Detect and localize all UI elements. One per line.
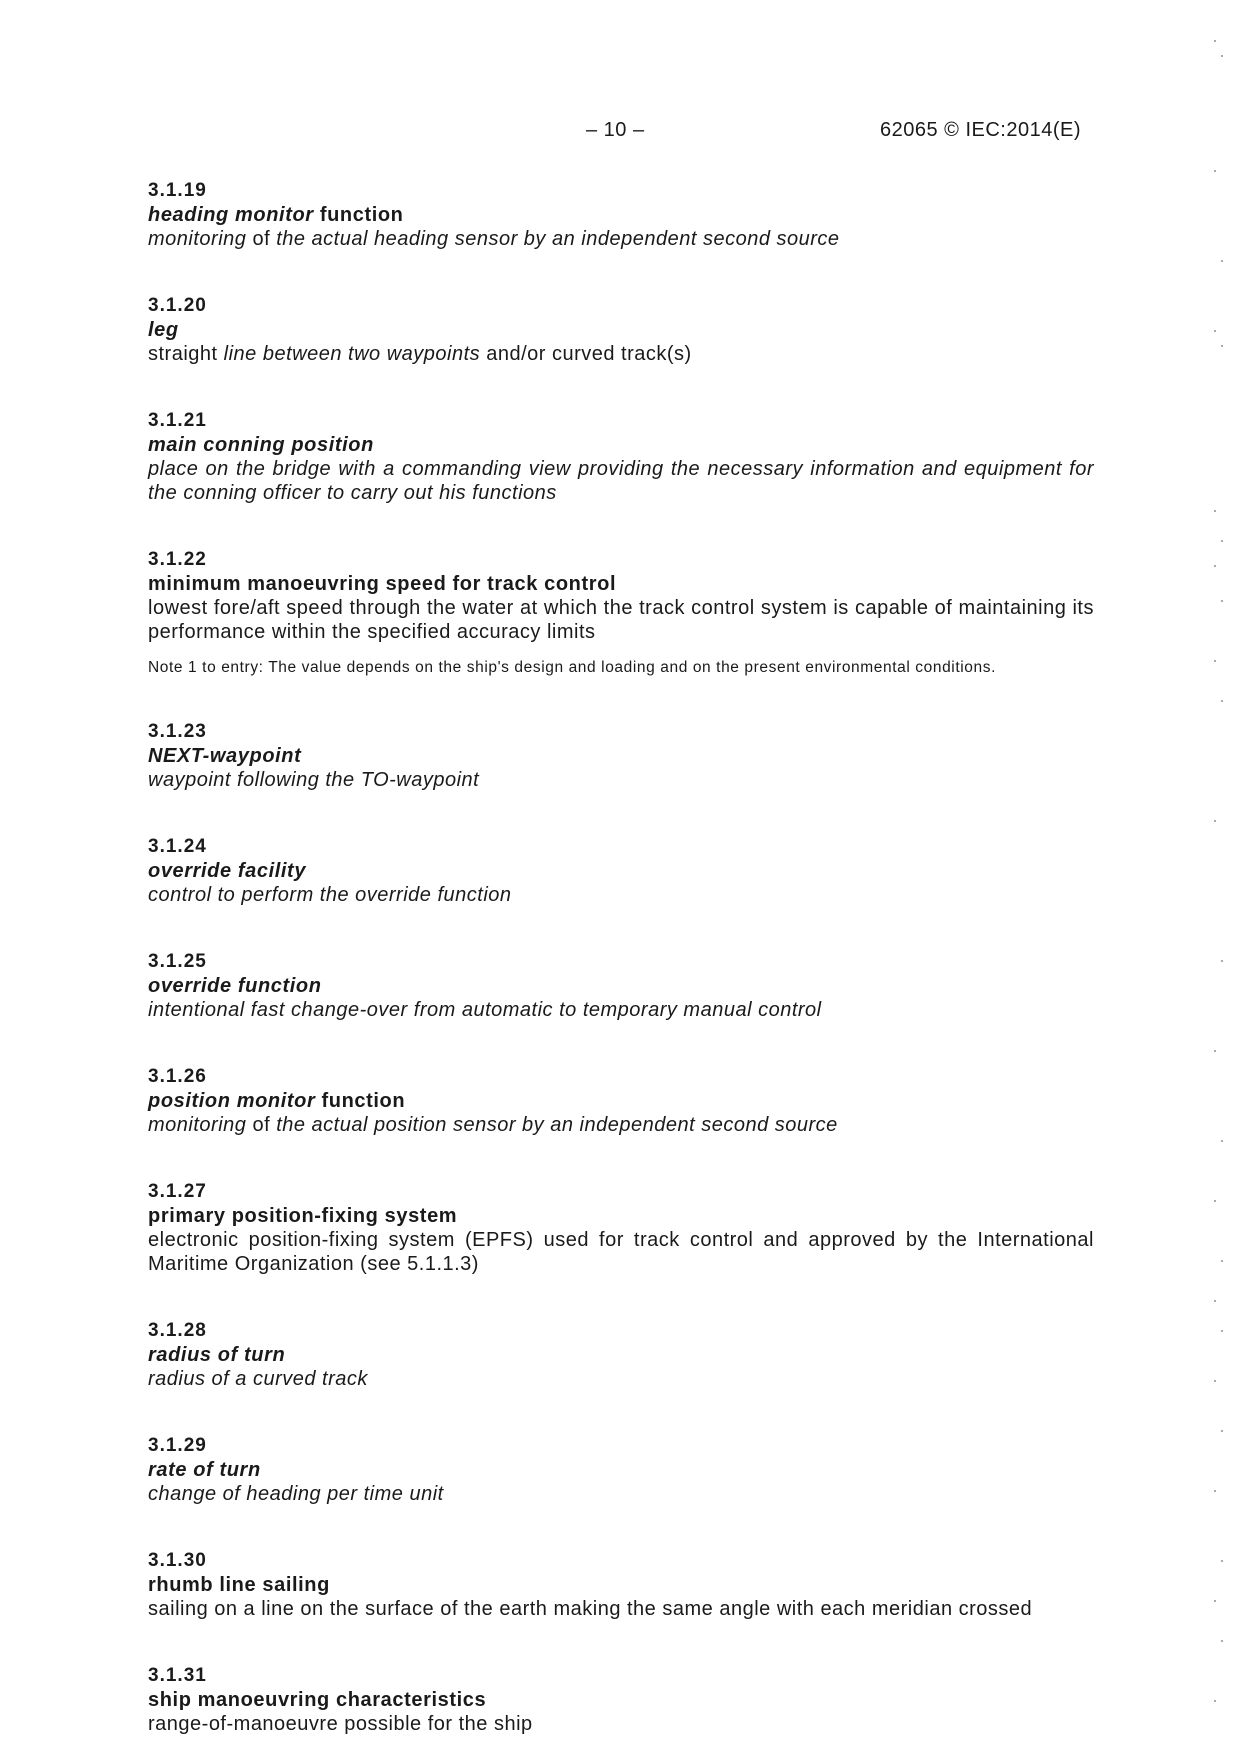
scan-speck xyxy=(1221,1640,1223,1642)
term-title-italic: rate of turn xyxy=(148,1459,261,1481)
term-number: 3.1.25 xyxy=(148,951,207,972)
document-reference: 62065 © IEC:2014(E) xyxy=(880,119,1082,141)
term-title xyxy=(148,318,1094,342)
definition-segment: the actual position sensor by an independent second source xyxy=(276,1114,838,1136)
scan-speck xyxy=(1221,345,1223,347)
scan-speck xyxy=(1214,170,1216,172)
term-definition xyxy=(148,1228,1094,1276)
term-number: 3.1.22 xyxy=(148,549,207,570)
term-number: 3.1.23 xyxy=(148,721,207,742)
scan-speck xyxy=(1221,700,1223,702)
term-number: 3.1.31 xyxy=(148,1665,207,1686)
term-entry xyxy=(148,1180,1094,1276)
term-definition xyxy=(148,1113,1094,1137)
term-entry xyxy=(148,548,1094,677)
scan-speck xyxy=(1214,1380,1216,1382)
term-definition xyxy=(148,457,1094,505)
scan-speck xyxy=(1214,1050,1216,1052)
term-title-italic: leg xyxy=(148,319,179,341)
scan-speck xyxy=(1221,1260,1223,1262)
term-title-suffix: function xyxy=(315,1090,406,1112)
page-number: – 10 – xyxy=(586,119,645,141)
term-title xyxy=(148,859,1094,883)
definition-segment: monitoring xyxy=(148,1114,247,1136)
term-title-italic: override function xyxy=(148,975,322,997)
scan-speck xyxy=(1221,1430,1223,1432)
term-title-italic: radius of turn xyxy=(148,1344,286,1366)
term-number: 3.1.20 xyxy=(148,295,207,316)
term-definition xyxy=(148,1597,1094,1621)
term-number: 3.1.24 xyxy=(148,836,207,857)
scan-speck xyxy=(1214,1700,1216,1702)
term-title-suffix: function xyxy=(313,204,404,226)
term-title: rhumb line sailing xyxy=(148,1574,330,1596)
scan-speck xyxy=(1221,540,1223,542)
term-definition xyxy=(148,768,1094,792)
definition-segment: monitoring xyxy=(148,228,247,250)
term-number: 3.1.28 xyxy=(148,1320,207,1341)
scan-speck xyxy=(1214,565,1216,567)
term-title xyxy=(148,433,1094,457)
terms-list xyxy=(148,179,1094,1736)
term-number: 3.1.29 xyxy=(148,1435,207,1456)
definition-segment: straight xyxy=(148,343,224,365)
scan-speck xyxy=(1221,1560,1223,1562)
scan-speck xyxy=(1214,660,1216,662)
scan-margin-artifacts xyxy=(1210,0,1241,1755)
scan-speck xyxy=(1214,1600,1216,1602)
term-title: ship manoeuvring characteristics xyxy=(148,1689,487,1711)
scan-speck xyxy=(1221,55,1223,57)
term-definition xyxy=(148,1367,1094,1391)
scan-speck xyxy=(1221,1140,1223,1142)
term-number: 3.1.19 xyxy=(148,180,207,201)
scan-speck xyxy=(1221,960,1223,962)
definition-segment: control to perform the override function xyxy=(148,884,512,906)
term-number: 3.1.21 xyxy=(148,410,207,431)
definition-segment: change of heading per time unit xyxy=(148,1483,444,1505)
scan-speck xyxy=(1214,1300,1216,1302)
definition-segment: lowest fore/aft speed through the water at which the track control system is capable of maintaining its performance within the specified accuracy limits xyxy=(148,597,1094,643)
term-entry xyxy=(148,1319,1094,1391)
definition-segment: the actual heading sensor by an independent second source xyxy=(276,228,840,250)
term-number: 3.1.30 xyxy=(148,1550,207,1571)
definition-segment: place on the bridge with a commanding view providing the necessary information and equipment for the conning officer to carry out his functions xyxy=(148,458,1094,504)
definition-segment: electronic position-fixing system (EPFS) used for track control and approved by the International Maritime Organization (see 5.1.1.3) xyxy=(148,1229,1094,1275)
term-entry xyxy=(148,720,1094,792)
term-title-italic: heading monitor xyxy=(148,204,314,226)
term-title-italic: override facility xyxy=(148,860,307,882)
definition-segment: of xyxy=(246,1114,277,1136)
term-number: 3.1.27 xyxy=(148,1181,207,1202)
term-definition xyxy=(148,883,1094,907)
scan-speck xyxy=(1214,1200,1216,1202)
term-entry xyxy=(148,409,1094,505)
scan-speck xyxy=(1214,510,1216,512)
definition-segment: and/or curved track(s) xyxy=(480,343,692,365)
scan-speck xyxy=(1214,1490,1216,1492)
term-title xyxy=(148,203,1094,227)
term-number: 3.1.26 xyxy=(148,1066,207,1087)
scan-speck xyxy=(1214,40,1216,42)
term-title: primary position-fixing system xyxy=(148,1205,458,1227)
term-title-italic: position monitor xyxy=(148,1090,316,1112)
term-title xyxy=(148,1458,1094,1482)
definition-segment: waypoint following the TO-waypoint xyxy=(148,769,480,791)
term-title xyxy=(148,1343,1094,1367)
scan-speck xyxy=(1214,330,1216,332)
definition-segment: sailing on a line on the surface of the earth making the same angle with each meridian crossed xyxy=(148,1598,1033,1620)
term-definition xyxy=(148,596,1094,644)
term-title xyxy=(148,744,1094,768)
term-definition xyxy=(148,227,1094,251)
term-entry xyxy=(148,835,1094,907)
definition-segment: intentional fast change-over from automatic to temporary manual control xyxy=(148,999,822,1021)
term-entry xyxy=(148,179,1094,251)
term-definition xyxy=(148,1712,1094,1736)
term-entry xyxy=(148,1065,1094,1137)
scan-speck xyxy=(1221,600,1223,602)
scan-speck xyxy=(1214,820,1216,822)
term-title xyxy=(148,1089,1094,1113)
scan-speck xyxy=(1221,1330,1223,1332)
term-definition xyxy=(148,1482,1094,1506)
term-note: Note 1 to entry: The value depends on the ship's design and loading and on the present environmental conditions. xyxy=(148,659,996,676)
definition-segment: line between two waypoints xyxy=(223,343,481,365)
term-title-italic: NEXT-waypoint xyxy=(148,745,302,767)
term-definition xyxy=(148,342,1094,366)
term-entry xyxy=(148,1434,1094,1506)
term-title xyxy=(148,974,1094,998)
scan-speck xyxy=(1221,260,1223,262)
term-title-italic: main conning position xyxy=(148,434,374,456)
term-entry xyxy=(148,950,1094,1022)
definition-segment: of xyxy=(246,228,277,250)
term-entry xyxy=(148,1549,1094,1621)
term-definition xyxy=(148,998,1094,1022)
definition-segment: range-of-manoeuvre possible for the ship xyxy=(148,1713,533,1735)
definition-segment: radius of a curved track xyxy=(148,1368,368,1390)
term-title: minimum manoeuvring speed for track control xyxy=(148,573,617,595)
term-entry xyxy=(148,1664,1094,1736)
term-entry xyxy=(148,294,1094,366)
